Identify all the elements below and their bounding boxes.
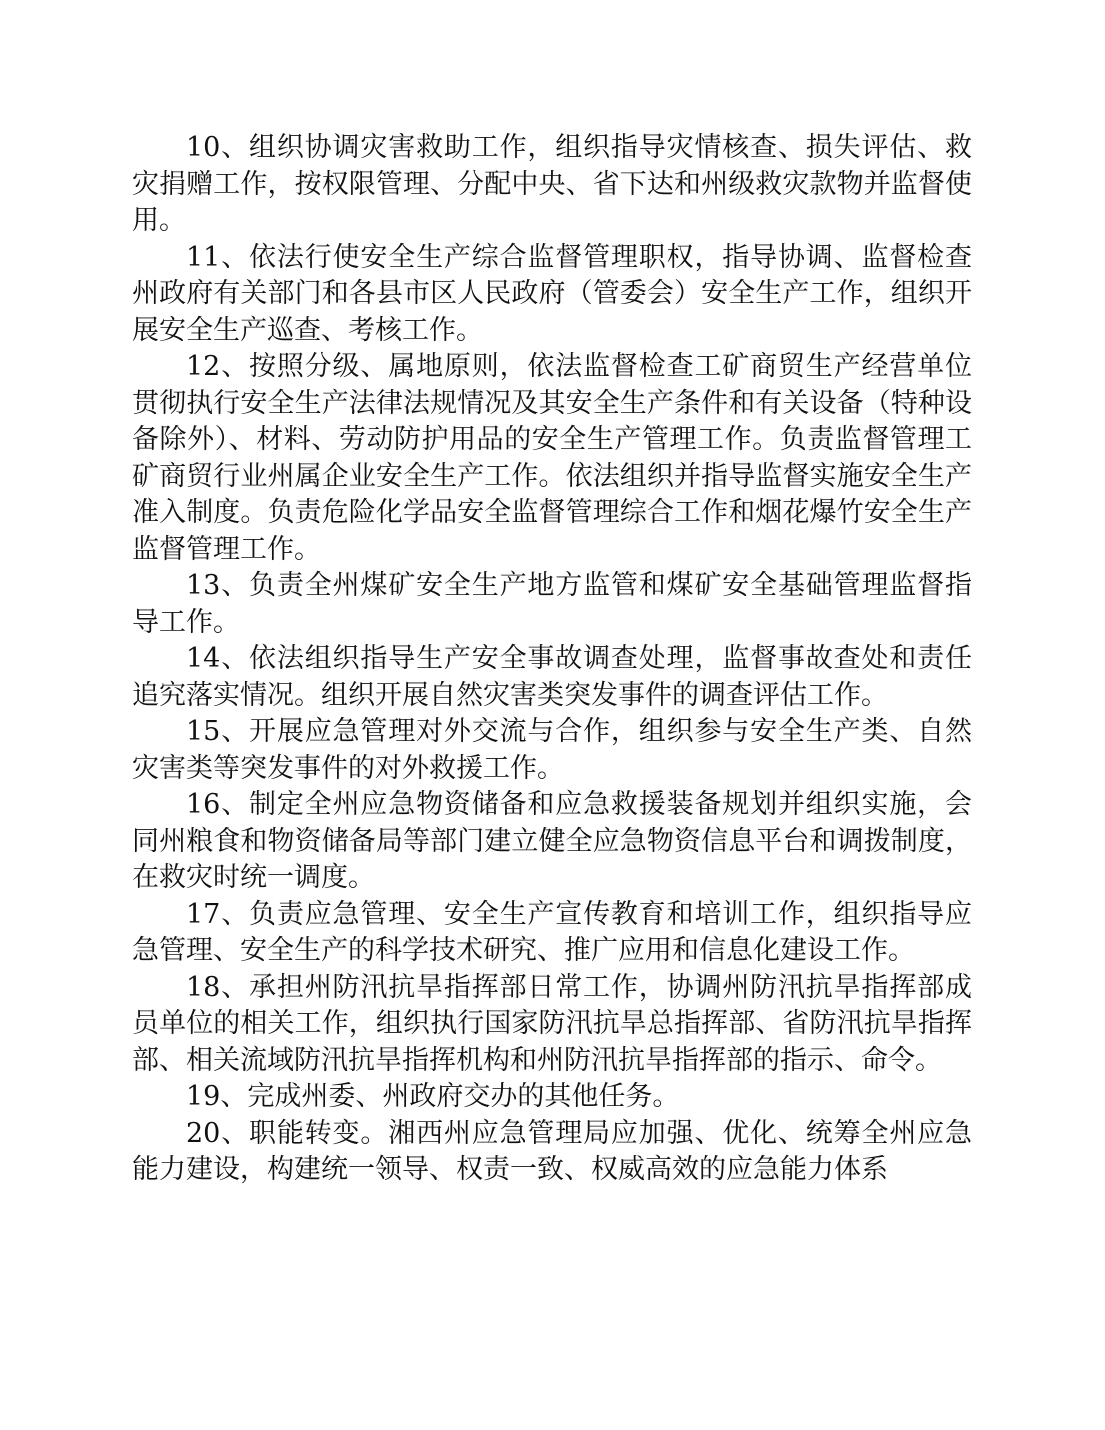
paragraph-item-20: 20、职能转变。湘西州应急管理局应加强、优化、统筹全州应急能力建设，构建统一领导、权责一致、权威高效的应急能力体系 bbox=[132, 1117, 972, 1185]
paragraph-item-14: 14、依法组织指导生产安全事故调查处理，监督事故查处和责任追究落实情况。组织开展自然灾害类突发事件的调查评估工作。 bbox=[132, 643, 972, 711]
paragraph-item-18: 18、承担州防汛抗旱指挥部日常工作，协调州防汛抗旱指挥部成员单位的相关工作，组织执行国家防汛抗旱总指挥部、省防汛抗旱指挥部、相关流域防汛抗旱指挥机构和州防汛抗旱指挥部的指示、命令。 bbox=[132, 971, 972, 1076]
document-page bbox=[132, 130, 972, 1189]
paragraph-item-16: 16、制定全州应急物资储备和应急救援装备规划并组织实施，会同州粮食和物资储备局等部门建立健全应急物资信息平台和调拨制度，在救灾时统一调度。 bbox=[132, 789, 972, 893]
paragraph-item-10: 10、组织协调灾害救助工作，组织指导灾情核查、损失评估、救灾捐赠工作，按权限管理、分配中央、省下达和州级救灾款物并监督使用。 bbox=[132, 132, 972, 236]
paragraph-item-19: 19、完成州委、州政府交办的其他任务。 bbox=[186, 1081, 680, 1112]
paragraph-item-12: 12、按照分级、属地原则，依法监督检查工矿商贸生产经营单位贯彻执行安全生产法律法规情况及其安全生产条件和有关设备（特种设备除外）、材料、劳动防护用品的安全生产管理工作。负责监督管理工矿商贸行业州属企业安全生产工作。依法组织并指导监督实施安全生产准入制度。负责危险化学品安全监督管理综合工作和烟花爆竹安全生产监督管理工作。 bbox=[132, 351, 972, 565]
paragraph-item-15: 15、开展应急管理对外交流与合作，组织参与安全生产类、自然灾害类等突发事件的对外救援工作。 bbox=[132, 716, 972, 784]
paragraph-item-11: 11、依法行使安全生产综合监督管理职权，指导协调、监督检查州政府有关部门和各县市区人民政府（管委会）安全生产工作，组织开展安全生产巡查、考核工作。 bbox=[132, 241, 972, 346]
paragraph-item-13: 13、负责全州煤矿安全生产地方监管和煤矿安全基础管理监督指导工作。 bbox=[132, 570, 972, 638]
paragraph-item-17: 17、负责应急管理、安全生产宣传教育和培训工作，组织指导应急管理、安全生产的科学技术研究、推广应用和信息化建设工作。 bbox=[132, 898, 972, 966]
